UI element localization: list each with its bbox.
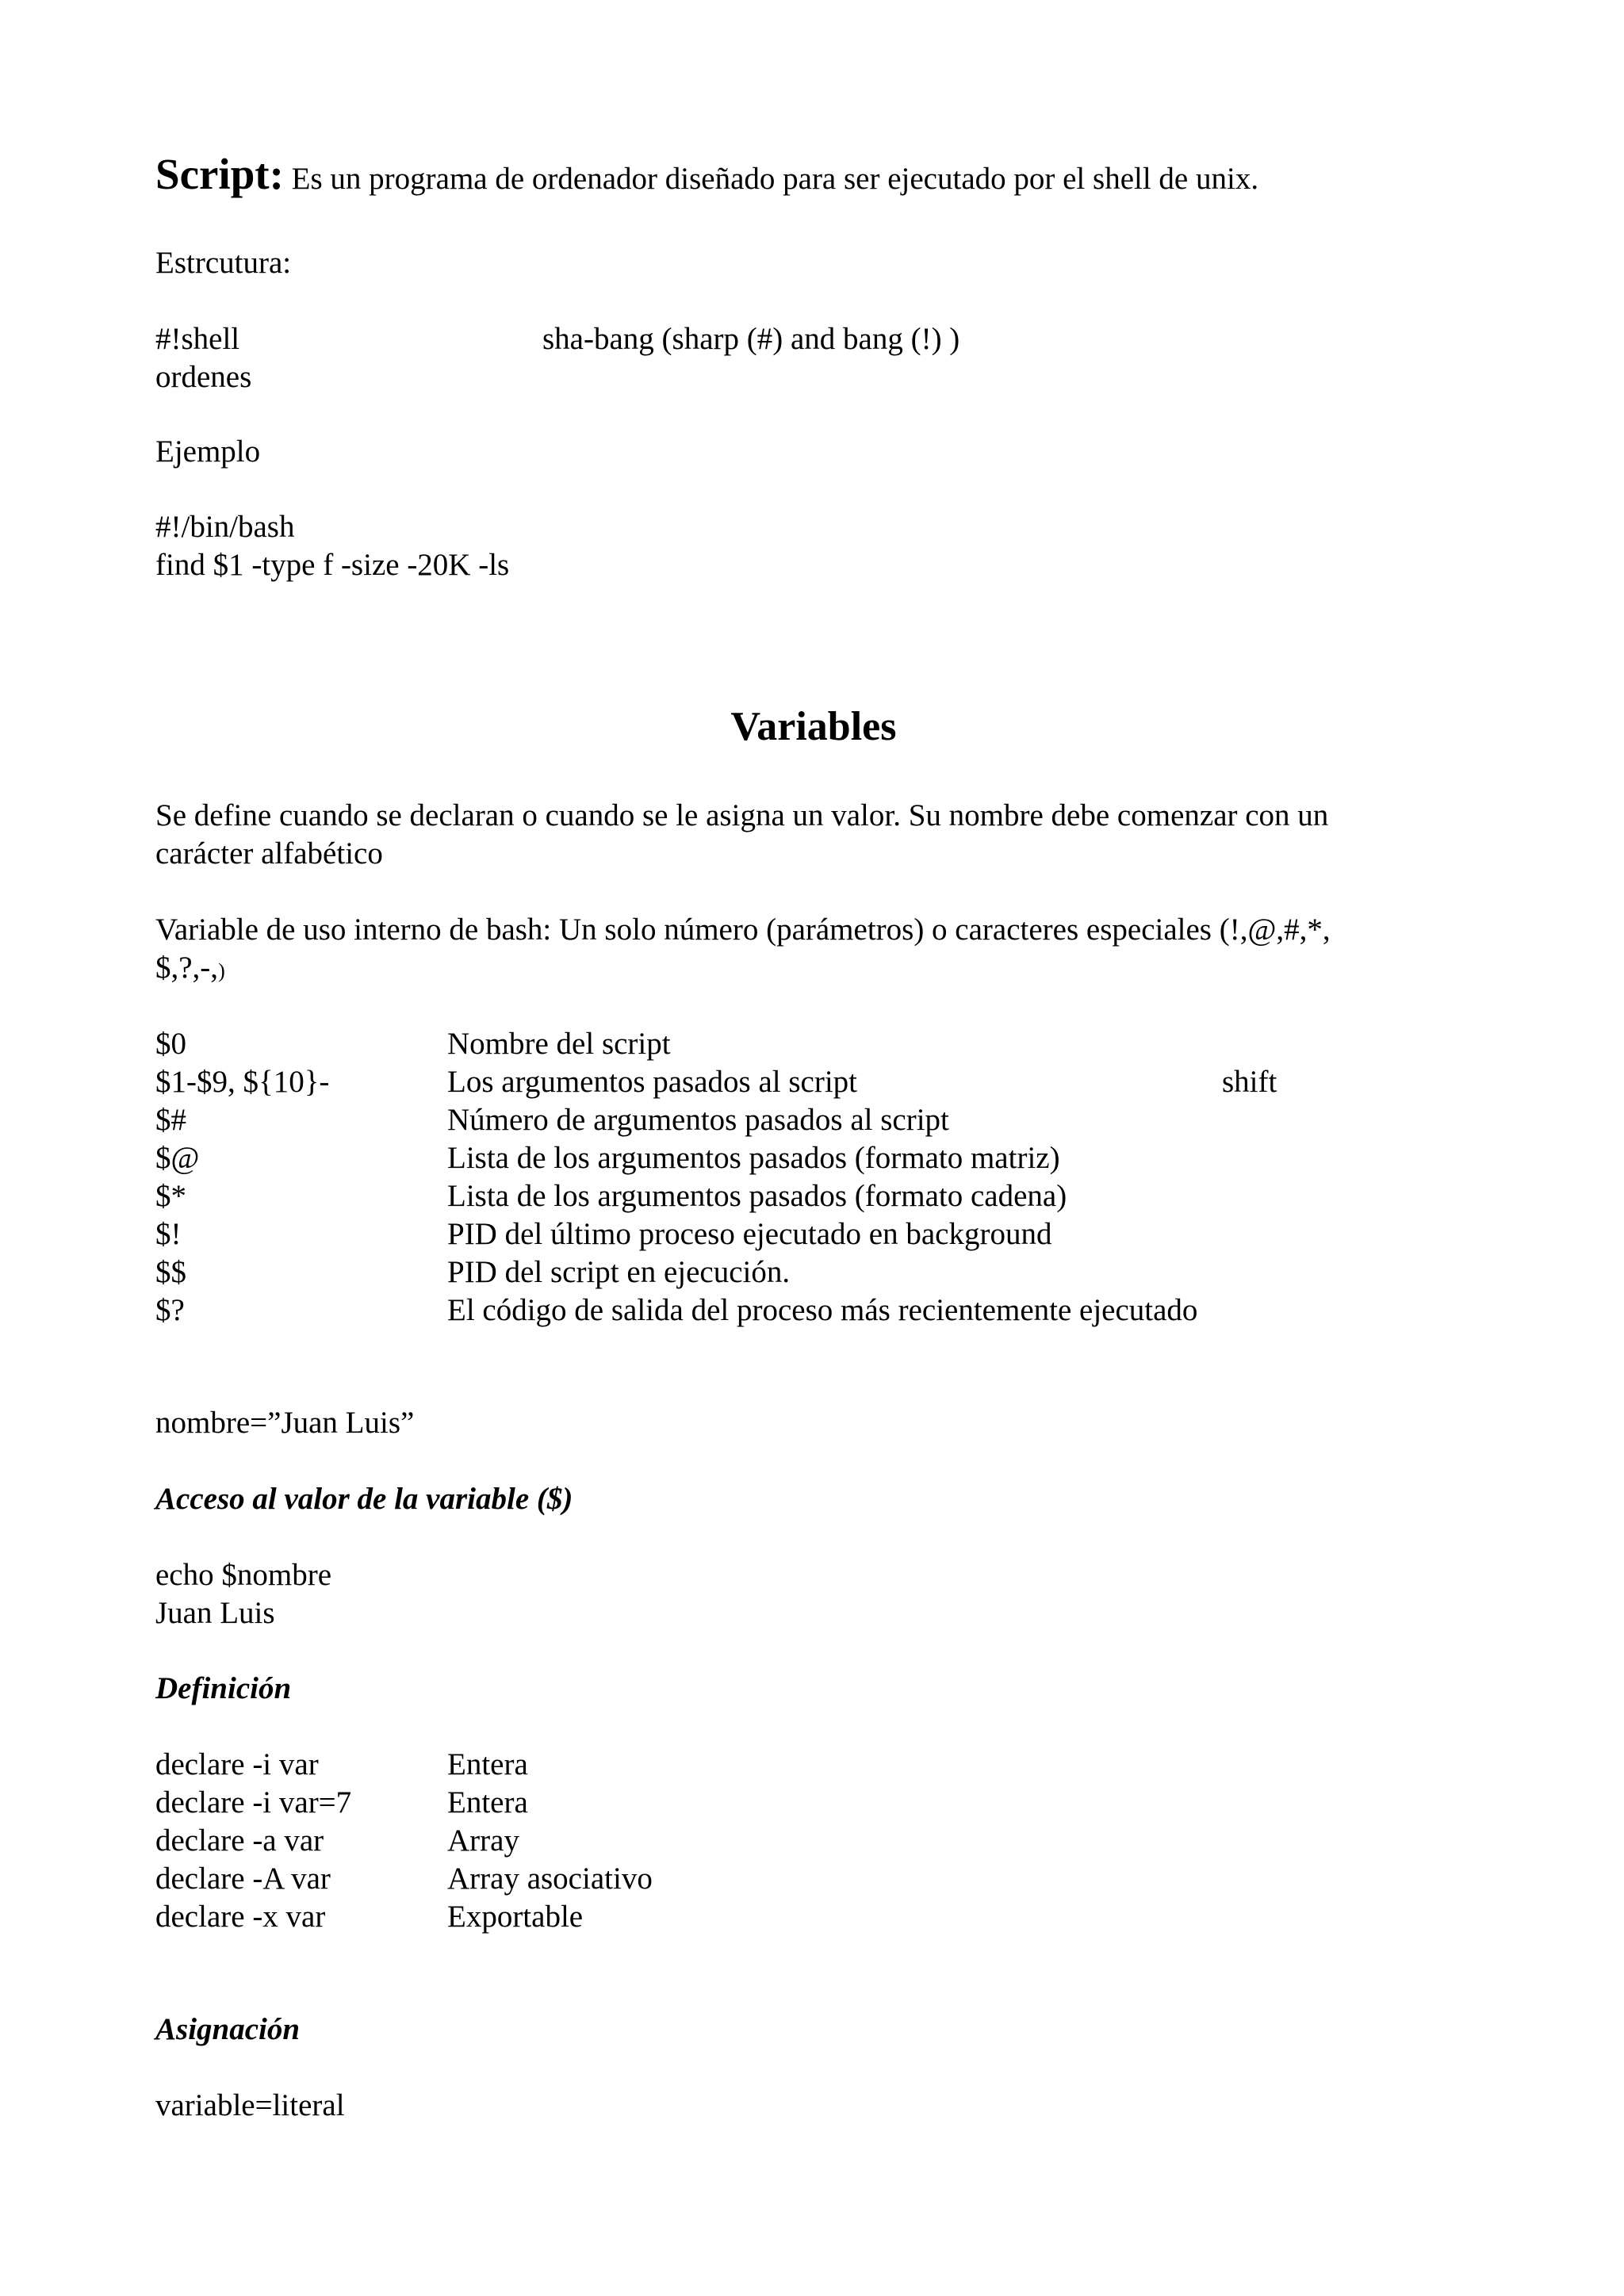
internal-vars-paren: ) <box>218 959 225 982</box>
example-shebang: #!/bin/bash <box>155 510 295 544</box>
shebang-row <box>155 320 1266 358</box>
declare-command: declare -x var <box>155 1900 326 1934</box>
assignment-example: variable=literal <box>155 2088 345 2122</box>
special-var-desc: Número de argumentos pasados al script <box>447 1103 949 1137</box>
declare-type: Entera <box>447 1785 528 1820</box>
special-var-desc: Lista de los argumentos pasados (formato matriz) <box>447 1141 1060 1175</box>
declare-type: Exportable <box>447 1900 584 1934</box>
declare-row <box>155 1898 948 1936</box>
variables-heading: Variables <box>730 704 897 749</box>
special-var-desc: Lista de los argumentos pasados (formato cadena) <box>447 1179 1067 1213</box>
declare-command: declare -A var <box>155 1862 331 1896</box>
intro-paragraph <box>155 150 1259 198</box>
special-var-row <box>155 1025 1472 1063</box>
declare-type: Entera <box>447 1747 528 1781</box>
special-var-name: $@ <box>155 1141 200 1175</box>
special-var-name: $* <box>155 1179 186 1213</box>
definition-heading: Definición <box>155 1671 292 1705</box>
structure-label: Estrcutura: <box>155 246 292 280</box>
special-var-note: shift <box>1222 1065 1277 1099</box>
special-var-row <box>155 1292 1472 1330</box>
special-var-row <box>155 1139 1472 1177</box>
internal-vars-chars: $,?,-, <box>155 951 219 985</box>
special-var-desc: PID del script en ejecución. <box>447 1255 791 1289</box>
declare-type: Array <box>447 1823 519 1858</box>
declare-command: declare -i var=7 <box>155 1785 352 1820</box>
declare-command: declare -i var <box>155 1747 319 1781</box>
declare-row <box>155 1822 948 1860</box>
echo-command: echo $nombre <box>155 1558 332 1592</box>
special-var-row <box>155 1101 1472 1139</box>
special-var-row <box>155 1177 1472 1215</box>
script-definition: Es un programa de ordenador diseñado para ser ejecutado por el shell de unix. <box>291 162 1259 196</box>
special-var-row <box>155 1063 1472 1101</box>
internal-vars-line1: Variable de uso interno de bash: Un solo número (parámetros) o caracteres especiales (!,@,#,*, <box>155 913 1331 947</box>
declare-type: Array asociativo <box>447 1862 653 1896</box>
assign-example: nombre=”Juan Luis” <box>155 1406 415 1440</box>
script-title: Script: <box>155 150 284 198</box>
example-label: Ejemplo <box>155 434 261 469</box>
declare-row <box>155 1746 948 1784</box>
declare-row <box>155 1784 948 1822</box>
special-var-desc: El código de salida del proceso más recientemente ejecutado <box>447 1293 1198 1327</box>
declare-command: declare -a var <box>155 1823 324 1858</box>
access-heading: Acceso al valor de la variable ($) <box>155 1482 573 1516</box>
shebang-line: #!shell <box>155 322 240 356</box>
internal-vars-line2 <box>155 949 225 990</box>
special-var-row <box>155 1253 1472 1292</box>
special-var-desc: Nombre del script <box>447 1027 671 1061</box>
assignment-heading: Asignación <box>155 2012 301 2046</box>
variables-definition-line1: Se define cuando se declaran o cuando se le asigna un valor. Su nombre debe comenzar con un <box>155 798 1329 832</box>
special-var-desc: Los argumentos pasados al script <box>447 1065 858 1099</box>
special-var-name: $? <box>155 1293 185 1327</box>
declare-row <box>155 1860 948 1898</box>
variables-definition-line2: carácter alfabético <box>155 836 383 871</box>
special-var-name: $0 <box>155 1027 186 1061</box>
echo-output: Juan Luis <box>155 1596 275 1630</box>
special-var-desc: PID del último proceso ejecutado en background <box>447 1217 1052 1251</box>
commands-line: ordenes <box>155 360 252 394</box>
example-find-command: find $1 -type f -size -20K -ls <box>155 548 510 582</box>
special-var-name: $1-$9, ${10}- <box>155 1065 330 1099</box>
special-var-name: $! <box>155 1217 182 1251</box>
special-var-name: $# <box>155 1103 186 1137</box>
special-var-name: $$ <box>155 1255 186 1289</box>
special-var-row <box>155 1215 1472 1253</box>
shebang-note: sha-bang (sharp (#) and bang (!) ) <box>542 322 960 356</box>
